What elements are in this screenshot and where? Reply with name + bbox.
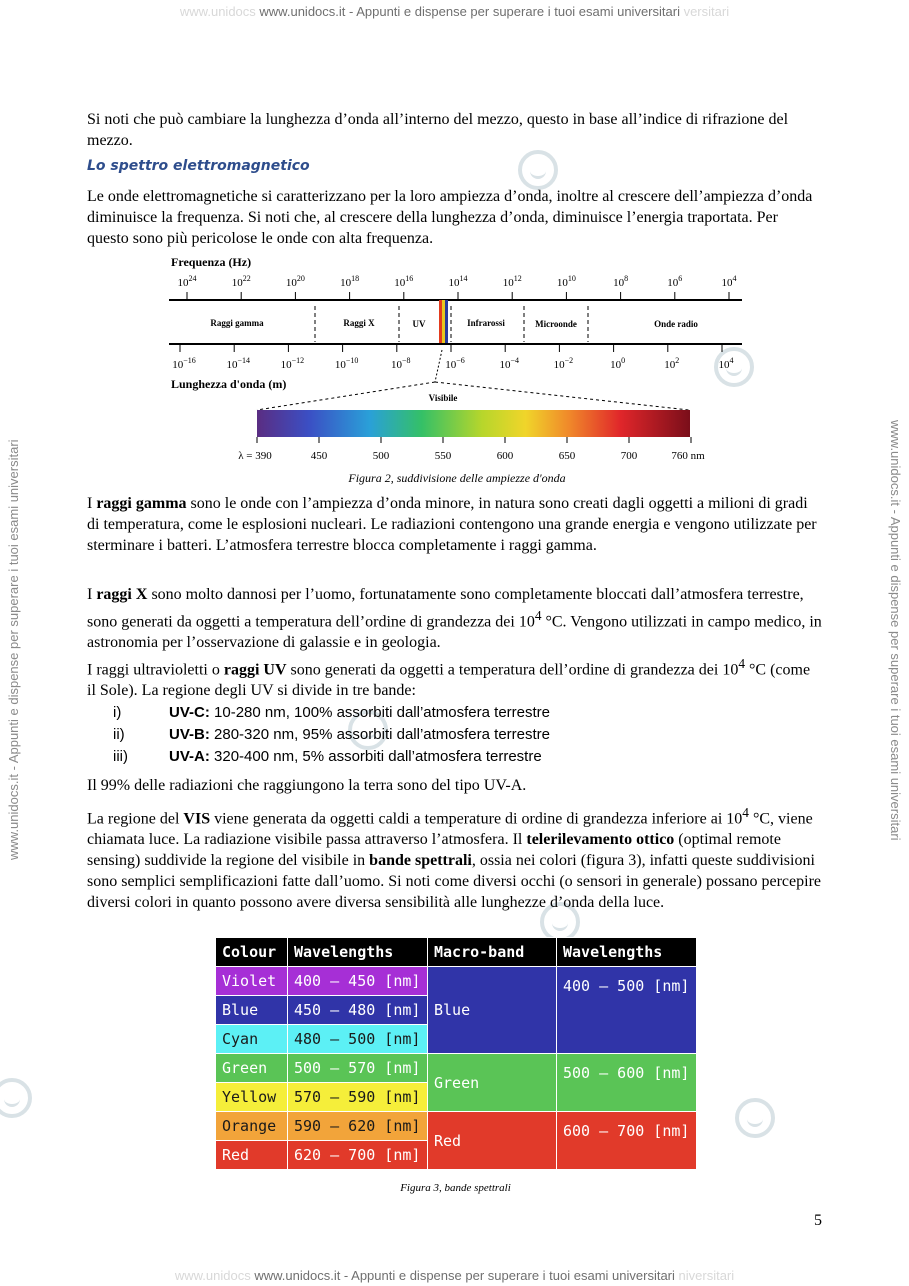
uv-sup: 4 — [738, 656, 745, 671]
vis-text-5: , ossia nei colori (figura 3), infatti queste suddivisioni sono semplici semplificazioni fatte dall’uomo. Si noti come diversi occhi (o sensori in generale) possano percepire diversi colori in quanto possono avere diversa sensibilità alle lunghezze d’onda della luce. — [87, 852, 822, 912]
table-row — [216, 967, 697, 996]
uv-band-number: iii) — [113, 748, 128, 765]
table-header-row — [216, 938, 697, 967]
colour-name-cell: Green — [216, 1054, 288, 1083]
region-microwave: Microonde — [535, 319, 577, 329]
frequency-tick-label: $10^{24}$ — [177, 274, 197, 289]
visible-band-yellow — [442, 300, 445, 344]
frequency-ticks — [178, 274, 737, 300]
colour-wavelength-cell: 450 – 480 [nm] — [288, 996, 428, 1025]
vis-text-1: La regione del — [87, 810, 184, 828]
macro-wavelength-cell: 400 – 500 [nm] — [557, 967, 697, 1054]
visible-tick-label: 600 — [496, 450, 514, 462]
vis-text-4: (optimal remote sensing) suddivide la regione del visibile in — [87, 831, 781, 870]
vis-bold-3: bande spettrali — [369, 852, 472, 870]
vis-text-2: viene generata da oggetti caldi a temperature di ordine di grandezza inferiore ai 10 — [210, 810, 743, 828]
footer-banner-text: www.unidocs.it - Appunti e dispense per superare i tuoi esami universitari — [254, 1268, 675, 1283]
xray-sup: 4 — [534, 608, 542, 623]
section-heading: Lo spettro elettromagnetico — [87, 158, 310, 174]
gamma-rest: sono le onde con l’ampiezza d’onda minore, in natura sono creati dagli oggetti a milioni di gradi di temperatura, come le esplosioni nucleari. Le radiazioni contengono una grande energia e vengono utilizzate per sterminare i batteri. L’atmosfera terrestre blocca completamente i raggi gamma. — [87, 495, 817, 554]
uv-band-desc: 280-320 nm, 95% assorbiti dall’atmosfera terrestre — [209, 726, 551, 743]
colour-name-cell: Orange — [216, 1112, 288, 1141]
uv-lead: I raggi ultravioletti o — [87, 661, 224, 679]
spectral-bands-table — [215, 937, 697, 1170]
uv-bands-list — [113, 702, 550, 768]
region-radio: Onde radio — [654, 319, 698, 329]
region-infrared: Infrarossi — [467, 318, 505, 328]
colour-wavelength-cell: 620 – 700 [nm] — [288, 1141, 428, 1170]
wavelength-tick-label: $10^{-12}$ — [280, 356, 305, 371]
footer-banner — [0, 1268, 909, 1283]
visible-tick-label: 700 — [620, 450, 638, 462]
uv-band-name: UV-A: — [169, 748, 210, 765]
wavelength-axis-label: Lunghezza d'onda (m) — [171, 377, 287, 391]
uv-band-item — [113, 746, 550, 768]
wavelength-ticks — [172, 344, 733, 371]
footer-ghost-right: niversitari — [678, 1268, 735, 1283]
xray-rest-2: °C. Vengono utilizzati in campo medico, in astronomia per l’osservazione di galassie e in geologia. — [87, 613, 822, 652]
frequency-tick-label: $10^{12}$ — [502, 274, 522, 289]
xray-bold: raggi X — [96, 586, 148, 603]
frequency-tick-label: $10^6$ — [667, 274, 683, 289]
wavelength-tick-label: $10^{-16}$ — [172, 356, 196, 371]
page-number: 5 — [814, 1212, 822, 1229]
macro-band-cell: Blue — [428, 967, 557, 1054]
region-uv: UV — [412, 319, 426, 329]
paragraph-uv — [87, 653, 822, 701]
colour-name-cell: Red — [216, 1141, 288, 1170]
macro-wavelength-cell: 500 – 600 [nm] — [557, 1054, 697, 1112]
colour-wavelength-cell: 400 – 450 [nm] — [288, 967, 428, 996]
colour-name-cell: Blue — [216, 996, 288, 1025]
vis-sup: 4 — [742, 805, 749, 820]
intro-paragraph: Si noti che può cambiare la lunghezza d’onda all’interno del mezzo, questo in base all’indice di rifrazione del mezzo. — [87, 111, 789, 149]
spectrum-figure — [167, 252, 747, 467]
visible-label: Visibile — [428, 393, 458, 403]
paragraph-99-percent: Il 99% delle radiazioni che raggiungono la terra sono del tipo UV-A. — [87, 777, 527, 794]
side-watermark-left: www.unidocs.it - Appunti e dispense per superare i tuoi esami universitari — [6, 439, 21, 860]
uv-band-desc: 320-400 nm, 5% assorbiti dall’atmosfera terrestre — [209, 748, 542, 765]
wavelength-tick-label: $10^{-4}$ — [499, 356, 519, 371]
colour-wavelength-cell: 570 – 590 [nm] — [288, 1083, 428, 1112]
uv-band-item — [113, 724, 550, 746]
xray-rest-1: sono molto dannosi per l’uomo, fortunatamente sono completamente bloccati dall’atmosfera terrestre, sono generati da oggetti a temperatura dell’ordine di grandezza dei 10 — [87, 586, 804, 631]
wavelength-tick-label: $10^{-2}$ — [553, 356, 574, 371]
uv-band-number: ii) — [113, 726, 125, 743]
visible-band-blue — [445, 300, 448, 344]
visible-spectrum-bar — [257, 410, 690, 437]
frequency-tick-label: $10^{22}$ — [231, 274, 251, 289]
wavelength-tick-label: $10^{-14}$ — [226, 356, 250, 371]
uv-band-name: UV-B: — [169, 726, 210, 743]
table-row — [216, 1112, 697, 1141]
wavelength-tick-label: $10^4$ — [718, 356, 734, 371]
visible-tick-label: 450 — [310, 450, 328, 462]
visible-tick-label: λ = 390 — [238, 450, 272, 462]
visible-ticks — [238, 437, 705, 462]
vis-bold-1: VIS — [183, 810, 211, 828]
frequency-tick-label: $10^{14}$ — [448, 274, 468, 289]
paragraph-vis — [87, 802, 822, 913]
table-header: Wavelengths — [557, 938, 697, 967]
visible-tick-label: 550 — [434, 450, 452, 462]
macro-band-cell: Red — [428, 1112, 557, 1170]
paragraph-waves: Le onde elettromagnetiche si caratterizzano per la loro ampiezza d’onda, inoltre al crescere dell’ampiezza d’onda diminuisce la frequenza. Si noti che, al crescere della lunghezza d’onda, diminuisce l’energia traportata. Per questo sono più pericolose le onde con alta frequenza. — [87, 188, 813, 247]
colour-name-cell: Violet — [216, 967, 288, 996]
visible-tick-label: 500 — [372, 450, 390, 462]
macro-wavelength-cell: 600 – 700 [nm] — [557, 1112, 697, 1170]
region-xray: Raggi X — [343, 318, 375, 328]
visible-tick-label: 650 — [558, 450, 576, 462]
figure-2-caption: Figura 2, suddivisione delle ampiezze d'onda — [348, 471, 566, 485]
vis-text-3: °C, viene chiamata luce. La radiazione visibile passa attraverso l’atmosfera. Il — [87, 810, 813, 849]
colour-wavelength-cell: 590 – 620 [nm] — [288, 1112, 428, 1141]
frequency-axis-label: Frequenza (Hz) — [171, 255, 252, 269]
macro-band-cell: Green — [428, 1054, 557, 1112]
wavelength-tick-label: $10^{-8}$ — [391, 356, 411, 371]
header-banner — [0, 4, 909, 19]
figure-3-caption: Figura 3, bande spettrali — [400, 1182, 511, 1194]
side-watermark-right: www.unidocs.it - Appunti e dispense per superare i tuoi esami universitari — [888, 420, 903, 841]
frequency-tick-label: $10^4$ — [721, 274, 737, 289]
paragraph-gamma — [87, 493, 822, 556]
header-banner-text: www.unidocs.it - Appunti e dispense per superare i tuoi esami universitari — [259, 4, 680, 19]
unidocs-logo-icon — [735, 1098, 775, 1138]
uv-bold: raggi UV — [223, 661, 287, 679]
table-header: Macro-band — [428, 938, 557, 967]
frequency-tick-label: $10^{20}$ — [285, 274, 305, 289]
uv-rest-2: °C (come il Sole). La regione degli UV si divide in tre bande: — [87, 661, 811, 700]
frequency-tick-label: $10^{10}$ — [556, 274, 576, 289]
wavelength-tick-label: $10^0$ — [610, 356, 626, 371]
unidocs-logo-icon — [518, 150, 558, 190]
frequency-tick-label: $10^{18}$ — [340, 274, 360, 289]
unidocs-logo-icon — [0, 1078, 32, 1118]
gamma-lead: I — [87, 495, 97, 512]
frequency-tick-label: $10^{16}$ — [394, 274, 414, 289]
visible-band-red — [439, 300, 442, 344]
table-header: Colour — [216, 938, 288, 967]
uv-band-name: UV-C: — [169, 704, 210, 721]
region-gamma: Raggi gamma — [210, 318, 264, 328]
gamma-bold: raggi gamma — [96, 495, 187, 512]
frequency-tick-label: $10^8$ — [613, 274, 629, 289]
vis-bold-2: telerilevamento ottico — [526, 831, 675, 849]
uv-rest-1: sono generati da oggetti a temperatura dell’ordine di grandezza dei 10 — [286, 661, 739, 679]
wavelength-tick-label: $10^2$ — [664, 356, 680, 371]
colour-name-cell: Cyan — [216, 1025, 288, 1054]
uv-band-desc: 10-280 nm, 100% assorbiti dall’atmosfera terrestre — [209, 704, 551, 721]
xray-lead: I — [87, 586, 97, 603]
wavelength-tick-label: $10^{-10}$ — [334, 356, 359, 371]
wavelength-tick-label: $10^{-6}$ — [445, 356, 465, 371]
uv-band-number: i) — [113, 704, 122, 721]
colour-wavelength-cell: 480 – 500 [nm] — [288, 1025, 428, 1054]
header-ghost-left: www.unidocs — [179, 4, 256, 19]
colour-wavelength-cell: 500 – 570 [nm] — [288, 1054, 428, 1083]
table-header: Wavelengths — [288, 938, 428, 967]
header-ghost-right: versitari — [683, 4, 730, 19]
uv-band-item — [113, 702, 550, 724]
paragraph-xray — [87, 584, 822, 653]
table-row — [216, 1054, 697, 1083]
colour-name-cell: Yellow — [216, 1083, 288, 1112]
footer-ghost-left: www.unidocs — [174, 1268, 251, 1283]
visible-tick-label: 760 nm — [671, 450, 705, 462]
